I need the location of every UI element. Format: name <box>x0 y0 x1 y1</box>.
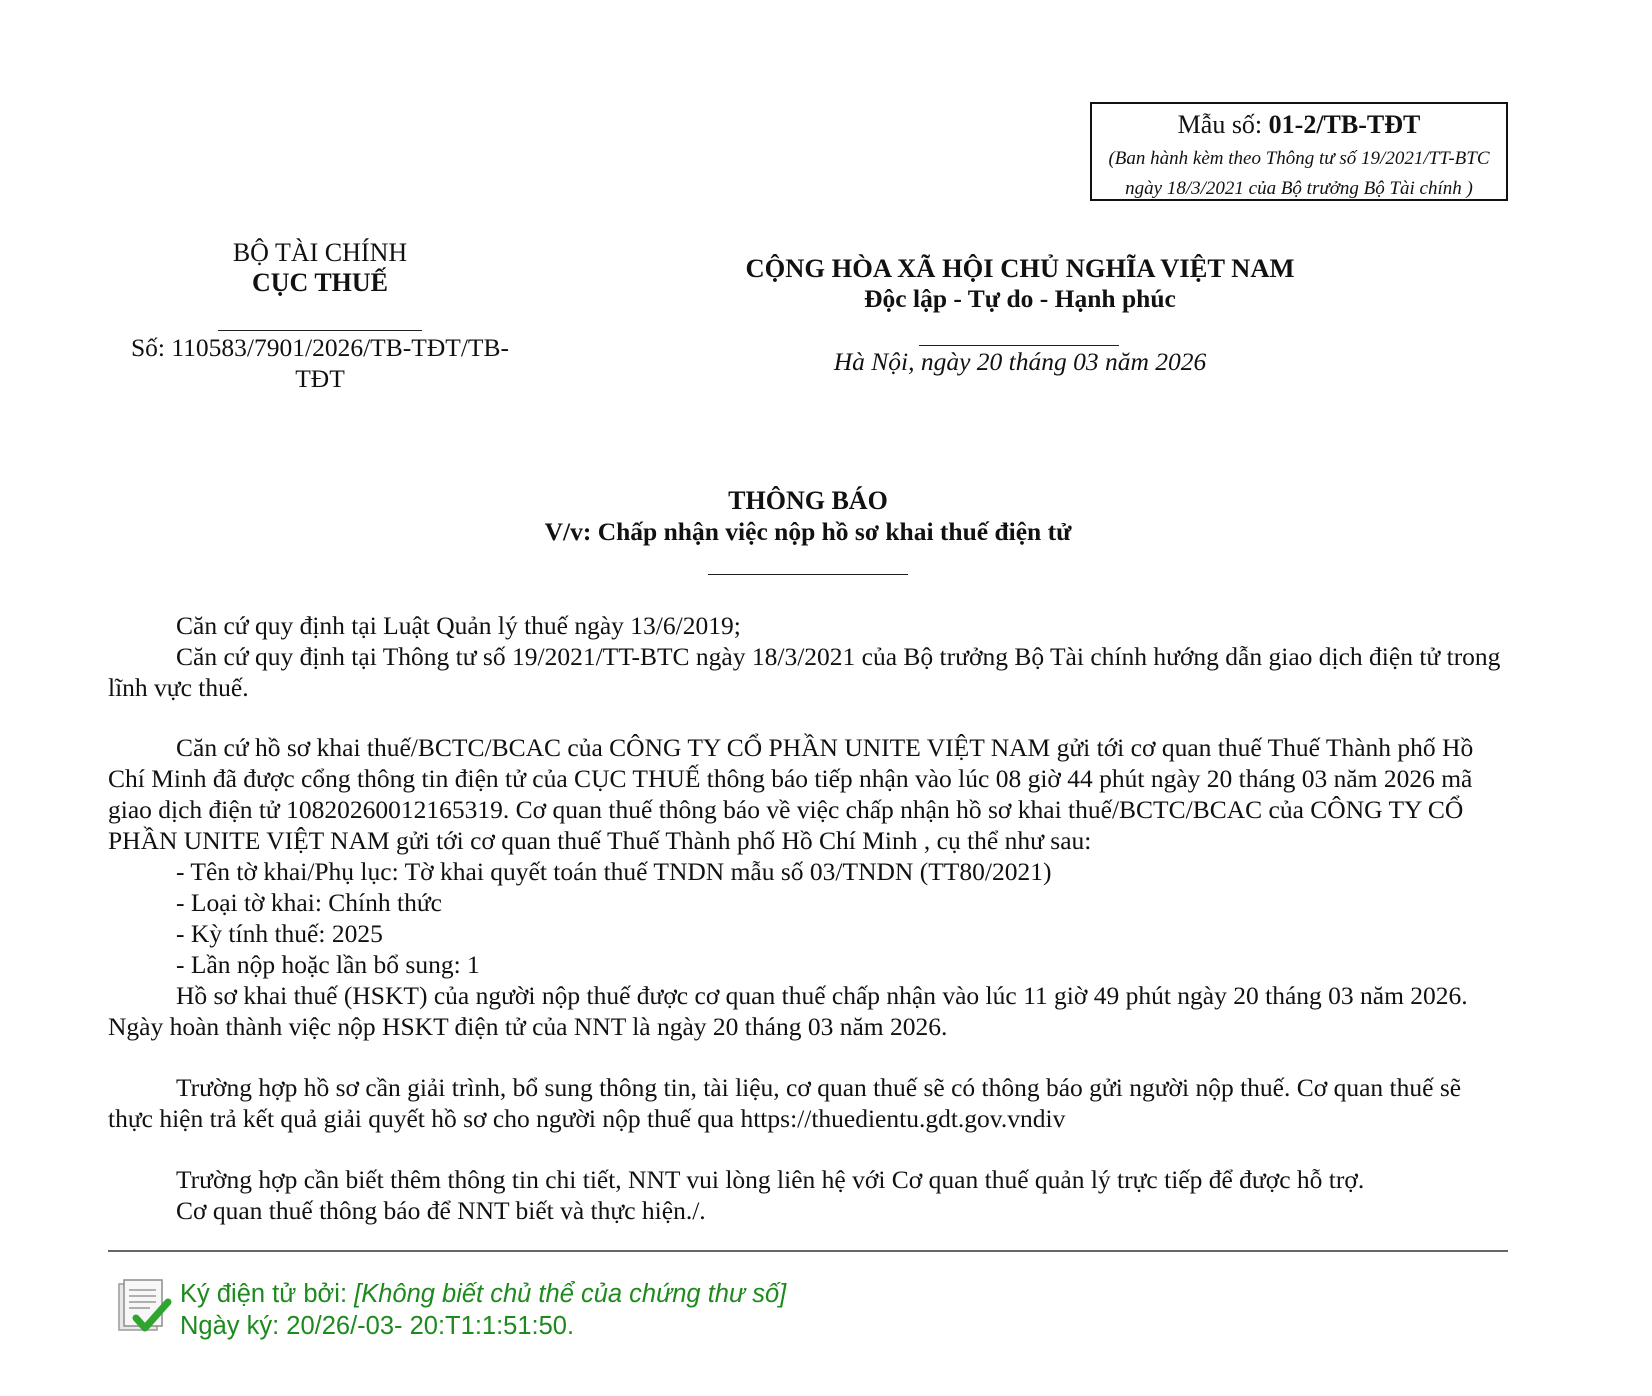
list-item: - Loại tờ khai: Chính thức <box>176 888 442 917</box>
signed-by <box>180 1280 786 1309</box>
national-motto: Độc lập - Tự do - Hạnh phúc <box>864 284 1176 313</box>
form-note-line1: (Ban hành kèm theo Thông tư số 19/2021/TT-BTC <box>1108 148 1490 169</box>
notice-paragraph-3: Trường hợp hồ sơ cần giải trình, bổ sung thông tin, tài liệu, cơ quan thuế sẽ có thông báo gửi người nộp thuế. Cơ quan thuế sẽ thực hiện trả kết quả giải quyết hồ sơ cho người nộp thuế qua https://thuedientu.gdt.gov.vndiv <box>108 1073 1462 1133</box>
list-item: - Kỳ tính thuế: 2025 <box>176 919 383 948</box>
list-item: - Lần nộp hoặc lần bổ sung: 1 <box>176 950 480 979</box>
signing-date: Ngày ký: 20/26/-03- 20:T1:1:51:50. <box>180 1312 575 1340</box>
certificate-check-icon <box>116 1278 172 1336</box>
notice-subject: V/v: Chấp nhận việc nộp hồ sơ khai thuế điện tử <box>544 517 1072 546</box>
form-number-label: Mẫu số: <box>1177 110 1269 139</box>
basis-law: Căn cứ quy định tại Luật Quản lý thuế ngày 13/6/2019; <box>176 611 741 640</box>
signature-divider <box>108 1250 1508 1252</box>
form-number-code: 01-2/TB-TĐT <box>1268 110 1421 139</box>
national-title: CỘNG HÒA XÃ HỘI CHỦ NGHĨA VIỆT NAM <box>745 253 1295 283</box>
notice-paragraph-2: Hồ sơ khai thuế (HSKT) của người nộp thuế được cơ quan thuế chấp nhận vào lúc 11 giờ 49 phút ngày 20 tháng 03 năm 2026. Ngày hoàn thành việc nộp HSKT điện tử của NNT là ngày 20 tháng 03 năm 2026. <box>108 981 1468 1041</box>
notice-paragraph-5: Cơ quan thuế thông báo để NNT biết và thực hiện./. <box>176 1196 706 1225</box>
notice-paragraph-1: Căn cứ hồ sơ khai thuế/BCTC/BCAC của CÔNG TY CỔ PHẦN UNITE VIỆT NAM gửi tới cơ quan thuế Thuế Thành phố Hồ Chí Minh đã được cổng thông tin điện tử của CỤC THUẾ thông báo tiếp nhận vào lúc 08 giờ 44 phút ngày 20 tháng 03 năm 2026 mã giao dịch điện tử 10820260012165319. Cơ quan thuế thông báo về việc chấp nhận hồ sơ khai thuế/BCTC/BCAC của CÔNG TY CỔ PHẦN UNITE VIỆT NAM gửi tới cơ quan thuế Thuế Thành phố Hồ Chí Minh , cụ thể như sau: <box>108 733 1474 855</box>
form-note-line2: ngày 18/3/2021 của Bộ trưởng Bộ Tài chính ) <box>1125 178 1473 199</box>
issuer-department: CỤC THUẾ <box>251 268 389 297</box>
notice-paragraph-4: Trường hợp cần biết thêm thông tin chi tiết, NNT vui lòng liên hệ với Cơ quan thuế quản lý trực tiếp để được hỗ trợ. <box>176 1165 1365 1194</box>
signed-by-value: [Không biết chủ thể của chứng thư số] <box>354 1280 787 1308</box>
signed-by-label: Ký điện tử bởi: <box>180 1280 355 1308</box>
list-item: - Tên tờ khai/Phụ lục: Tờ khai quyết toán thuế TNDN mẫu số 03/TNDN (TT80/2021) <box>176 857 1052 886</box>
motto-divider <box>919 345 1119 346</box>
form-number-box <box>1090 102 1508 201</box>
issuer-divider <box>218 330 422 331</box>
title-divider <box>708 574 908 575</box>
document-number-line2: TĐT <box>295 364 345 393</box>
issuer-ministry: BỘ TÀI CHÍNH <box>232 238 408 267</box>
form-number <box>1092 110 1506 140</box>
document-number-line1: Số: 110583/7901/2026/TB-TĐT/TB- <box>130 333 509 362</box>
basis-circular: Căn cứ quy định tại Thông tư số 19/2021/TT-BTC ngày 18/3/2021 của Bộ trưởng Bộ Tài chính hướng dẫn giao dịch điện tử trong lĩnh vực thuế. <box>108 642 1501 702</box>
notice-heading: THÔNG BÁO <box>728 486 888 515</box>
place-date: Hà Nội, ngày 20 tháng 03 năm 2026 <box>833 347 1207 376</box>
